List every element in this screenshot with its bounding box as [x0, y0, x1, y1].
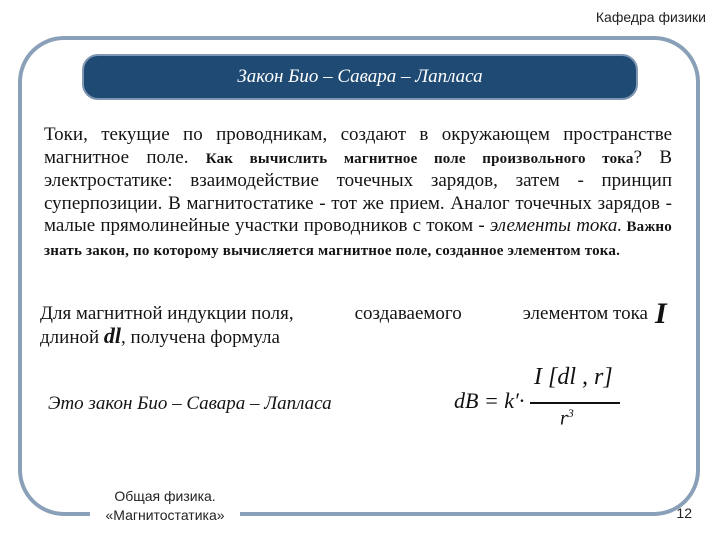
- biot-savart-formula: [448, 358, 628, 442]
- induction-part-c: элементом тока: [522, 303, 648, 324]
- paragraph-text-2: ? В электростатике: взаимодействие точечных зарядов, затем - принцип суперпозиции. В магнитостатике - тот же прием. Аналог точечных зарядов - малые прямолинейные участки проводников с током -: [44, 146, 672, 236]
- course-footer: [90, 487, 240, 525]
- content-frame: [18, 36, 700, 516]
- title-banner: [82, 54, 638, 100]
- current-symbol: I: [655, 297, 667, 330]
- paragraph-bold-question: Как вычислить магнитное поле произвольного тока: [205, 150, 634, 167]
- induction-length-label: длиной: [40, 327, 104, 348]
- department-label: Кафедра физики: [595, 9, 706, 25]
- formula-denominator: [560, 406, 574, 431]
- slide-title: Закон Био – Савара – Лапласа: [237, 66, 483, 87]
- formula-lhs: dB = k′·: [454, 388, 525, 413]
- dl-symbol: dl: [103, 323, 122, 348]
- denominator-power: 3: [567, 406, 574, 420]
- main-paragraph: [44, 124, 672, 262]
- paragraph-text-1: Токи, текущие по проводникам, создают в окружающем пространстве магнитное поле.: [44, 124, 672, 168]
- denominator-base: r: [560, 407, 568, 430]
- paragraph-italic-term: элементы тока.: [489, 215, 623, 236]
- induction-line-2: [40, 325, 648, 349]
- course-line-2: «Магнитостатика»: [105, 507, 225, 523]
- law-caption: Это закон Био – Савара – Лапласа: [48, 393, 332, 414]
- formula-numerator: I [dl , r]: [534, 364, 613, 390]
- induction-formula-label: , получена формула: [121, 327, 280, 348]
- induction-part-a: Для магнитной индукции поля,: [40, 303, 294, 324]
- induction-part-b: создаваемого: [354, 303, 462, 324]
- fraction-bar: [530, 402, 620, 404]
- induction-text: [40, 303, 648, 349]
- course-line-1: Общая физика.: [114, 488, 216, 504]
- page-number: 12: [676, 505, 692, 521]
- induction-line-1: [40, 303, 648, 325]
- paragraph-bold-statement: Важно знать закон, по которому вычисляется магнитное поле, созданное элементом тока.: [44, 219, 672, 259]
